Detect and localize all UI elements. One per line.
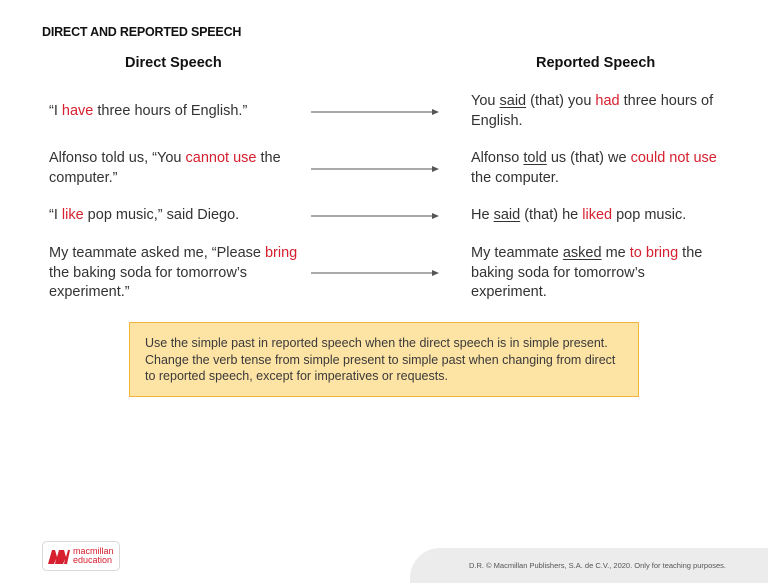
highlighted-verb: to bring: [629, 245, 679, 261]
highlighted-verb: have: [61, 103, 94, 119]
highlighted-verb: could not use: [630, 150, 717, 166]
sentence-text: Alfonso told us, “You: [49, 150, 186, 166]
reported-sentence: [471, 244, 721, 303]
arrow-icon: [311, 108, 439, 116]
sentence-text: the computer.: [471, 169, 559, 186]
reported-sentence: [471, 92, 721, 131]
sentence-text: pop music.: [612, 207, 687, 223]
reported-sentence: [471, 149, 721, 188]
sentence-text: My teammate asked me, “Please: [49, 245, 265, 261]
highlighted-verb: bring: [264, 245, 298, 261]
sentence-text: us (that) we: [546, 150, 631, 166]
reporting-verb: said: [499, 93, 527, 109]
page-title: DIRECT AND REPORTED SPEECH: [42, 25, 242, 39]
direct-speech-heading: Direct Speech: [125, 55, 222, 71]
direct-sentence: [49, 102, 299, 122]
logo-line-1: macmillan: [73, 546, 114, 556]
direct-sentence: [49, 149, 299, 188]
copyright-text: D.R. © Macmillan Publishers, S.A. de C.V., 2020. Only for teaching purposes.: [468, 561, 726, 570]
arrow-icon: [311, 165, 439, 173]
sentence-text: Alfonso: [471, 150, 524, 166]
sentence-text: My teammate: [471, 245, 563, 261]
arrow-icon: [311, 212, 439, 220]
macmillan-logo: [42, 541, 120, 571]
logo-wordmark: [73, 547, 114, 565]
sentence-text: the baking soda for tomorrow’s experiment.: [471, 245, 703, 300]
highlighted-verb: had: [595, 93, 620, 109]
direct-sentence: [49, 244, 299, 303]
logo-line-2: education: [73, 555, 113, 565]
sentence-text: He: [471, 207, 494, 223]
direct-sentence: [49, 206, 299, 226]
reporting-verb: said: [493, 207, 521, 223]
macmillan-logo-icon: [48, 548, 70, 564]
footer-bar: [410, 548, 768, 583]
reported-sentence: [471, 206, 721, 226]
sentence-text: the baking soda for tomorrow’s experiment.”: [49, 264, 248, 300]
reporting-verb: asked: [562, 245, 602, 261]
sentence-text: the computer.”: [49, 150, 281, 186]
sentence-text: (that) he: [520, 207, 583, 223]
sentence-text: three hours of English.: [471, 93, 714, 129]
sentence-text: (that) you: [526, 93, 596, 109]
sentence-text: “I: [49, 207, 62, 223]
arrow-icon: [311, 269, 439, 277]
highlighted-verb: liked: [582, 207, 613, 223]
reporting-verb: told: [523, 150, 547, 166]
sentence-text: three hours of English.”: [93, 103, 248, 119]
highlighted-verb: cannot use: [185, 150, 257, 166]
grammar-note: Use the simple past in reported speech when the direct speech is in simple present. Change the verb tense from simple present to simple past when changing from direct to reported speech, except for imperatives or requests.: [129, 322, 639, 397]
sentence-text: You: [471, 93, 500, 109]
sentence-text: “I: [49, 103, 62, 119]
reported-speech-heading: Reported Speech: [536, 55, 656, 71]
highlighted-verb: like: [61, 207, 84, 223]
sentence-text: me: [601, 245, 630, 261]
sentence-text: pop music,” said Diego.: [83, 207, 240, 223]
